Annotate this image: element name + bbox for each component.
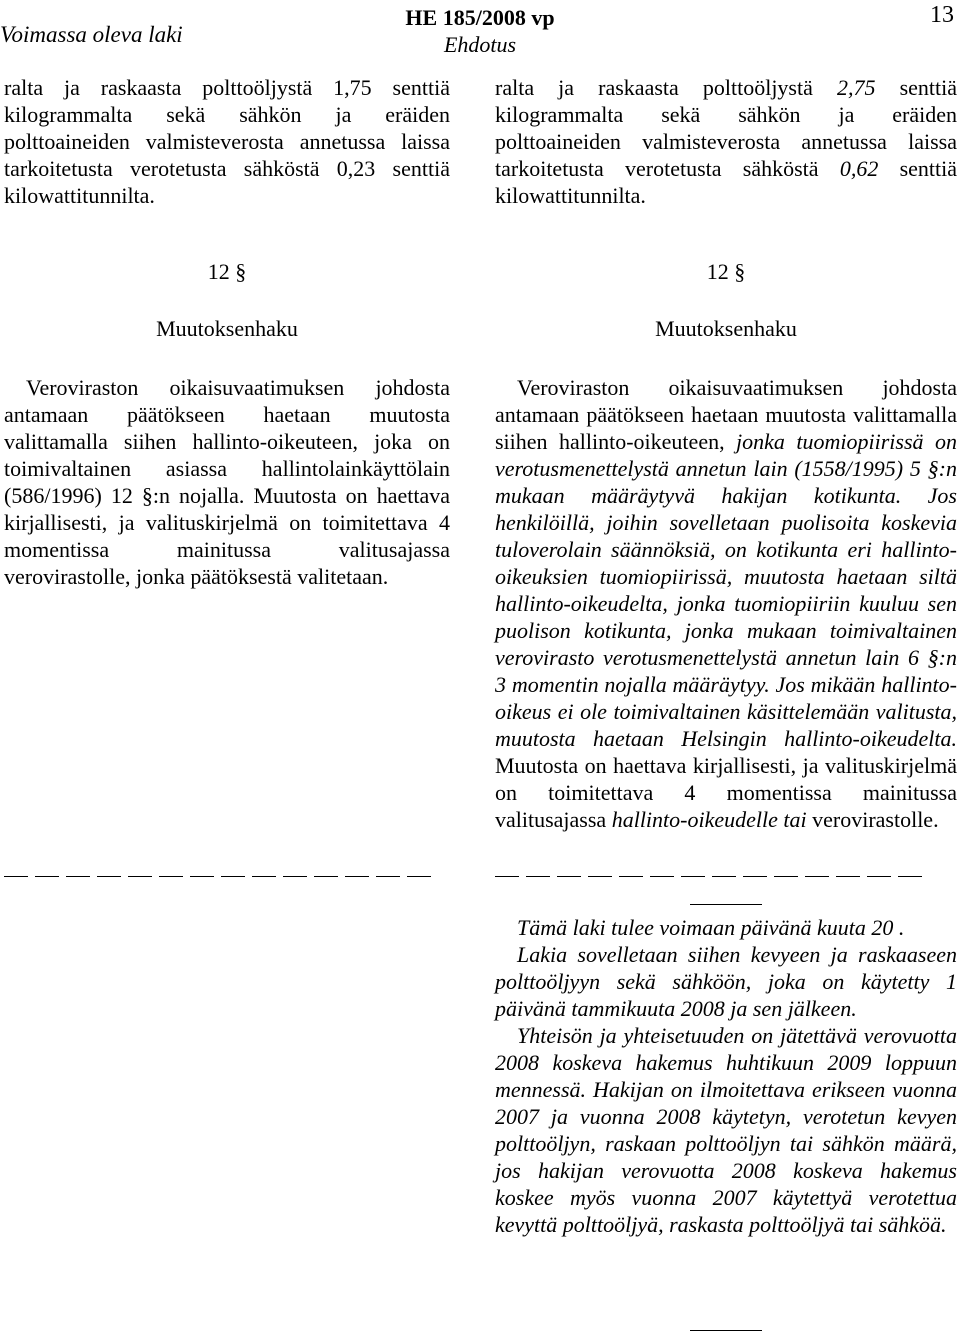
right-body-text-c: Muutosta on haettava kirjallisesti, ja valituskirjelmä on toimitettava 4 momentissa mainitussa valitusajassa	[495, 753, 957, 832]
left-section	[4, 258, 450, 590]
left-top-paragraph-block	[4, 74, 450, 209]
left-top-paragraph: ralta ja raskaasta polttoöljystä 1,75 senttiä kilogrammalta sekä sähkön ja eräiden polttoaineiden valmisteverosta annetussa laissa tarkoitetusta verotetusta sähköstä 0,23 senttiä kilowattitunnilta.	[4, 75, 450, 208]
left-section-heading: Muutoksenhaku	[156, 316, 298, 341]
right-section-body	[495, 374, 957, 833]
right-top-amendment-1: 2,75	[836, 75, 876, 100]
right-top-paragraph	[495, 74, 957, 209]
right-body-amendment-b: jonka tuomiopiirissä on verotusmenettelystä annetun lain (1558/1995) 5 §:n mukaan määräytyvä hakijan kotikunta. Jos henkilöillä, joihin sovelletaan puolisoita koskevia tuloverolain säännöksiä, on kotikunta eri hallinto-oikeuksien tuomiopiirissä, muutosta haetaan siltä hallinto-oikeudelta, jonka tuomiopiiriin kuuluu sen puolison kotikunta, jonka mukaan toimivaltainen verovirasto verotusmenettelystä annetun lain 6 §:n 3 momentin nojalla määräytyy. Jos mikään hallinto-oikeus ei ole toimivaltainen käsittelemään valitusta, muutosta haetaan Helsingin hallinto-oikeudelta.	[495, 429, 957, 751]
page-number: 13	[930, 2, 954, 28]
right-top-paragraph-block	[495, 74, 957, 209]
right-section	[495, 258, 957, 833]
right-section-heading: Muutoksenhaku	[655, 316, 797, 341]
right-top-text-a: ralta ja raskaasta polttoöljystä	[495, 75, 837, 100]
document-id: HE 185/2008 vp	[405, 5, 555, 30]
right-body-text-a: Veroviraston oikaisuvaatimuksen johdosta antamaan päätökseen haetaan muutosta valittamalla siihen hallinto-oikeuteen,	[495, 375, 957, 454]
right-short-rule	[690, 904, 762, 905]
right-section-number: 12 §	[706, 259, 746, 284]
right-bottom-rule	[690, 1330, 762, 1331]
right-end-dashes	[495, 876, 929, 878]
left-end-dashes	[4, 876, 438, 878]
entry-into-force-text: Tämä laki tulee voimaan päivänä kuuta 20 .	[517, 915, 905, 940]
right-top-amendment-2: 0,62	[839, 156, 879, 181]
header-center	[0, 4, 960, 58]
right-top-text-e: senttiä kilowattitunnilta.	[495, 156, 957, 208]
transition-provision-1: Lakia sovelletaan siihen kevyeen ja raskaaseen polttoöljyyn sekä sähköön, joka on käytetty 1 päivänä tammikuuta 2008 ja sen jälkeen.	[495, 942, 957, 1021]
header-subtitle: Ehdotus	[443, 32, 517, 57]
header-left-label: Voimassa oleva laki	[0, 22, 183, 47]
left-section-number: 12 §	[207, 259, 247, 284]
right-entry-into-force-block	[495, 914, 957, 1238]
transition-provision-2: Yhteisön ja yhteisetuuden on jätettävä verovuotta 2008 koskeva hakemus huhtikuun 2009 loppuun mennessä. Hakijan on ilmoitettava erikseen vuonna 2007 ja vuonna 2008 käytetyn, verotetun kevyen polttoöljyn, raskaan polttoöljyn tai sähkön määrä, jos hakijan verovuotta 2008 koskeva hakemus koskee myös vuonna 2007 käytettyä verotettua kevyttä polttoöljyä, raskasta polttoöljyä tai sähköä.	[495, 1023, 957, 1237]
right-body-amendment-d: hallinto-oikeudelle tai	[611, 807, 807, 832]
right-top-text-c: senttiä kilogrammalta sekä sähkön ja eräiden polttoaineiden valmisteverosta annetussa laissa tarkoitetusta verotetusta sähköstä	[495, 75, 957, 181]
left-section-body: Veroviraston oikaisuvaatimuksen johdosta antamaan päätökseen haetaan muutosta valittamalla siihen hallinto-oikeuteen, joka on toimivaltainen asiassa hallintolainkäyttölain (586/1996) 12 §:n nojalla. Muutosta on haettava kirjallisesti, ja valituskirjelmä on toimitettava 4 momentissa mainitussa valitusajassa verovirastolle, jonka päätöksestä valitetaan.	[4, 375, 450, 589]
right-body-text-e: verovirastolle.	[806, 807, 939, 832]
